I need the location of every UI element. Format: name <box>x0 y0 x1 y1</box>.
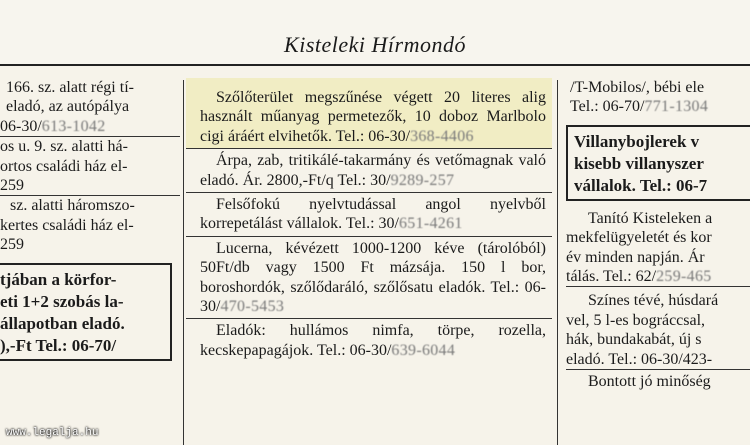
ad-line: sz. alatti háromszo- <box>10 197 135 215</box>
obscured-phone: 613-1042 <box>41 117 106 135</box>
boxed-ad-line: ),-Ft Tel.: 06-70/ <box>0 335 117 355</box>
ad-line: hák, bundakabát, új s <box>566 331 702 349</box>
classified-ad <box>186 149 552 193</box>
ad-line: tálás. Tel.: 62/259-465 <box>566 267 750 287</box>
ad-text: Szőlőterület megszűnése végett 20 literes alig használt műanyag permetezők, 10 doboz Marlbolo cigi áráért elvihetők. Tel.: 06-30/ <box>200 89 546 145</box>
watermark: www.legalja.hu <box>6 427 99 439</box>
ad-line: /T-Mobilos/, bébi ele <box>570 79 705 96</box>
ad-line: Bontott jó minőség <box>588 373 711 391</box>
ad-line: kertes családi ház el- <box>0 216 134 234</box>
ad-text: Felsőfokú nyelvtudással angol nyelvből korrepetálást vállalok. Tel.: 30/ <box>200 196 546 233</box>
boxed-ad-line: Villanybojlerek v <box>574 131 700 151</box>
obscured-phone: 9289-257 <box>390 171 455 189</box>
right-column <box>566 78 750 445</box>
classified-ad <box>566 209 750 288</box>
ad-line: év minden napján. Ár <box>566 248 705 266</box>
boxed-ad-line: vállalok. Tel.: 06-7 <box>574 175 708 195</box>
obscured-phone: 368-4406 <box>410 127 474 145</box>
obscured-phone: 771-1304 <box>644 98 709 116</box>
classified-ad <box>186 237 552 320</box>
ad-line: 06-30/613-1042 <box>0 117 180 137</box>
boxed-ad-line: állapotban eladó. <box>0 313 125 333</box>
ad-line: Színes tévé, húsdará <box>588 292 719 310</box>
obscured-phone: 259-465 <box>656 268 712 286</box>
ad-line: Tanító Kisteleken a <box>588 209 713 227</box>
newspaper-title: Kisteleki Hírmondó <box>284 32 466 57</box>
obscured-phone: 470-5453 <box>220 298 285 316</box>
ad-line: eladó. Tel.: 06-30/423- <box>566 350 750 370</box>
ad-line: 166. sz. alatt régi tí- <box>6 79 134 96</box>
ad-line: 259 <box>0 176 180 196</box>
classified-ad <box>186 319 552 362</box>
ad-line: os u. 9. sz. alatti há- <box>0 138 128 156</box>
classified-ad <box>566 372 750 391</box>
left-column <box>0 78 180 445</box>
obscured-phone: 639-6044 <box>391 341 456 359</box>
classified-ad <box>566 291 750 370</box>
column-divider <box>183 80 184 445</box>
classified-ad <box>186 193 552 237</box>
classified-ad <box>186 78 552 149</box>
header-rule <box>0 64 750 66</box>
boxed-ad-line: eti 1+2 szobás la- <box>0 291 124 311</box>
ad-text: Eladók: hullámos nimfa, törpe, rozella, kecskepapagájok. Tel.: 06-30/ <box>200 322 546 359</box>
obscured-phone: 651-4261 <box>398 215 463 233</box>
boxed-ad-line: tjában a körfor- <box>0 269 117 289</box>
column-divider <box>557 80 558 445</box>
ad-line: Tel.: 06-70/771-1304 <box>570 98 709 116</box>
masthead <box>0 0 750 66</box>
boxed-ad <box>0 263 172 361</box>
ad-line: eladó, az autópálya <box>6 98 130 116</box>
ad-text: Lucerna, kévézett 1000-1200 kéve (tárolóból) 50Ft/db vagy 1500 Ft mázsája. 150 l bor, boroshordók, szőlődaráló, szőlősatu eladók. Tel.: 06-30/ <box>200 239 546 316</box>
ad-line: vel, 5 l-es bográccsal, <box>566 311 706 329</box>
boxed-ad-line: kisebb villanyszer <box>574 153 704 173</box>
ad-line: ortos családi ház el- <box>0 157 128 175</box>
ad-text: Árpa, zab, tritikálé-takarmány és vetőmagnak való eladó. Ár. 2800,-Ft/q Tel.: 30/ <box>200 152 546 189</box>
ad-line: mekfelügyeletét és kor <box>566 229 712 247</box>
boxed-ad <box>566 125 750 201</box>
middle-column <box>186 78 552 445</box>
ad-line: 259 <box>0 236 24 254</box>
